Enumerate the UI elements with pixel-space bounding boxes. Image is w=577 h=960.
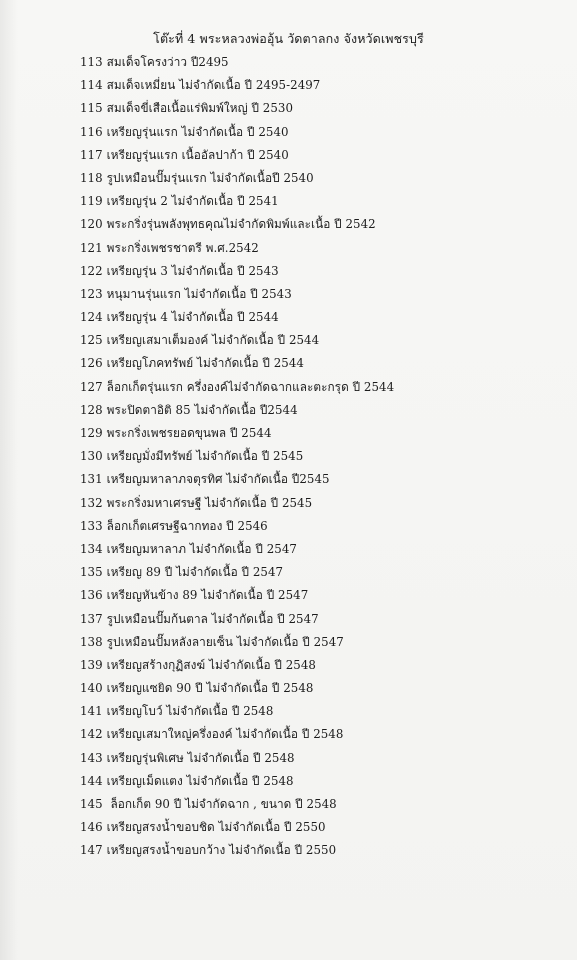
item-number: 119 (80, 194, 103, 209)
item-number: 122 (80, 263, 103, 278)
item-number: 137 (80, 611, 103, 626)
item-number: 121 (80, 240, 103, 255)
list-item (80, 97, 560, 120)
item-number: 146 (80, 820, 103, 835)
item-text: เหรียญเสมาใหญ่ครึ่งองค์ ไม่จำกัดเนื้อ ปี 2548 (106, 727, 344, 742)
list-item (80, 816, 560, 839)
item-text: เหรียญรุ่นแรก เนื้ออัลปาก้า ปี 2540 (106, 147, 289, 162)
item-text: ล็อกเก็ตรุ่นแรก ครึ่งองค์ไม่จำกัดฉากและตะกรุด ปี 2544 (106, 379, 395, 394)
item-number: 114 (80, 78, 103, 93)
item-text: สมเด็จขี่เสือเนื้อแร่พิมพ์ใหญ่ ปี 2530 (106, 101, 294, 116)
item-text: เหรียญรุ่นพิเศษ ไม่จำกัดเนื้อ ปี 2548 (106, 750, 295, 765)
list-item (80, 839, 560, 862)
item-number: 117 (80, 147, 103, 162)
list-item (80, 144, 560, 167)
item-number: 132 (80, 495, 103, 510)
item-number: 136 (80, 588, 103, 603)
item-number: 135 (80, 565, 103, 580)
list-item (80, 608, 560, 631)
item-text: รูปเหมือนปั๊มก้นตาล ไม่จำกัดเนื้อ ปี 2547 (106, 611, 319, 626)
item-number: 133 (80, 518, 103, 533)
list-item (80, 352, 560, 375)
scan-edge-shadow (0, 0, 18, 960)
item-number: 120 (80, 217, 103, 232)
item-text: เหรียญมหาลาภจตุรทิศ ไม่จำกัดเนื้อ ปี2545 (106, 472, 330, 487)
item-text: รูปเหมือนปั๊มหลังลายเซ็น ไม่จำกัดเนื้อ ปี 2547 (106, 634, 344, 649)
item-text: เหรียญรุ่น 4 ไม่จำกัดเนื้อ ปี 2544 (106, 310, 279, 325)
list-item (80, 445, 560, 468)
list-item (80, 329, 560, 352)
document-title: โต๊ะที่ 4 พระหลวงพ่ออุ้น วัดตาลกง จังหวัดเพชรบุรี (153, 31, 424, 46)
item-number: 144 (80, 773, 103, 788)
item-number: 126 (80, 356, 103, 371)
item-text: เหรียญสรงน้ำขอบกว้าง ไม่จำกัดเนื้อ ปี 2550 (106, 843, 337, 858)
item-number: 129 (80, 426, 103, 440)
item-number: 138 (80, 634, 103, 649)
item-number: 130 (80, 449, 103, 464)
item-number: 128 (80, 402, 103, 417)
list-item (80, 167, 560, 190)
item-text: พระกริ่งรุ่นพลังพุทธคุณไม่จำกัดพิมพ์และเนื้อ ปี 2542 (106, 217, 376, 232)
item-text: เหรียญรุ่น 3 ไม่จำกัดเนื้อ ปี 2543 (106, 263, 279, 278)
list-item (80, 677, 560, 700)
list-item (80, 306, 560, 329)
item-text: สมเด็จเหมี่ยน ไม่จำกัดเนื้อ ปี 2495-2497 (106, 78, 321, 93)
item-number: 118 (80, 170, 103, 185)
list-item (80, 74, 560, 97)
item-text: เหรียญมั่งมีทรัพย์ ไม่จำกัดเนื้อ ปี 2545 (106, 449, 304, 464)
item-text: พระกริ่งเพชรชาตรี พ.ศ.2542 (106, 240, 259, 255)
list-item (80, 51, 560, 74)
list-item (80, 723, 560, 746)
item-text: หนุมานรุ่นแรก ไม่จำกัดเนื้อ ปี 2543 (106, 286, 292, 301)
item-text: พระกริ่งเพชรยอดขุนพล ปี 2544 (106, 426, 272, 440)
item-number: 125 (80, 333, 103, 348)
item-number: 134 (80, 541, 103, 556)
item-number: 141 (80, 704, 103, 719)
item-text: เหรียญสร้างกุฏิสงฆ์ ไม่จำกัดเนื้อ ปี 2548 (106, 657, 316, 672)
item-text: เหรียญรุ่น 2 ไม่จำกัดเนื้อ ปี 2541 (106, 194, 279, 209)
list-item (80, 654, 560, 677)
item-number: 142 (80, 727, 103, 742)
item-number: 127 (80, 379, 103, 394)
list-item (80, 260, 560, 283)
item-number: 113 (80, 55, 103, 69)
item-text: เหรียญสรงน้ำขอบชิด ไม่จำกัดเนื้อ ปี 2550 (106, 820, 326, 835)
list-item (80, 538, 560, 561)
list-item (80, 468, 560, 491)
item-text: พระปิดตาอิติ 85 ไม่จำกัดเนื้อ ปี2544 (106, 402, 298, 417)
list-item (80, 237, 560, 260)
list-item (80, 631, 560, 654)
list-item (80, 190, 560, 213)
item-number: 145 (80, 797, 103, 811)
list-item (80, 515, 560, 538)
list-item (80, 700, 560, 723)
item-number: 124 (80, 310, 103, 325)
item-number: 143 (80, 750, 103, 765)
list-item (80, 747, 560, 770)
item-text: รูปเหมือนปั๊มรุ่นแรก ไม่จำกัดเนื้อปี 2540 (106, 170, 314, 185)
list-item (80, 561, 560, 584)
list-item (80, 770, 560, 793)
item-text: สมเด็จโครงว่าว ปี2495 (106, 55, 229, 69)
item-text: เหรียญโบว์ ไม่จำกัดเนื้อ ปี 2548 (106, 704, 274, 719)
item-list (80, 51, 560, 863)
list-item (80, 283, 560, 306)
item-text: เหรียญมหาลาภ ไม่จำกัดเนื้อ ปี 2547 (106, 541, 297, 556)
item-number: 116 (80, 124, 103, 139)
item-text: เหรียญแซยิด 90 ปี ไม่จำกัดเนื้อ ปี 2548 (106, 681, 314, 696)
item-text: เหรียญ 89 ปี ไม่จำกัดเนื้อ ปี 2547 (106, 565, 284, 580)
list-item (80, 213, 560, 236)
item-number: 123 (80, 286, 103, 301)
list-item (80, 376, 560, 399)
item-text: เหรียญเสมาเต็มองค์ ไม่จำกัดเนื้อ ปี 2544 (106, 333, 320, 348)
item-text: เหรียญเม็ดแตง ไม่จำกัดเนื้อ ปี 2548 (106, 773, 294, 788)
list-item (80, 492, 560, 515)
item-number: 139 (80, 657, 103, 672)
item-text: ล็อกเก็ต 90 ปี ไม่จำกัดฉาก , ขนาด ปี 2548 (106, 797, 337, 811)
list-item (80, 399, 560, 422)
list-item (80, 121, 560, 144)
item-number: 131 (80, 472, 103, 487)
list-item (80, 584, 560, 607)
item-number: 140 (80, 681, 103, 696)
list-item (80, 422, 560, 445)
item-text: เหรียญรุ่นแรก ไม่จำกัดเนื้อ ปี 2540 (106, 124, 289, 139)
item-text: พระกริ่งมหาเศรษฐี ไม่จำกัดเนื้อ ปี 2545 (106, 495, 313, 510)
item-text: เหรียญโภคทรัพย์ ไม่จำกัดเนื้อ ปี 2544 (106, 356, 304, 371)
item-number: 147 (80, 843, 103, 858)
item-text: เหรียญหันข้าง 89 ไม่จำกัดเนื้อ ปี 2547 (106, 588, 309, 603)
item-text: ล็อกเก็ตเศรษฐีฉากทอง ปี 2546 (106, 518, 268, 533)
item-number: 115 (80, 101, 103, 116)
list-item (80, 793, 560, 816)
